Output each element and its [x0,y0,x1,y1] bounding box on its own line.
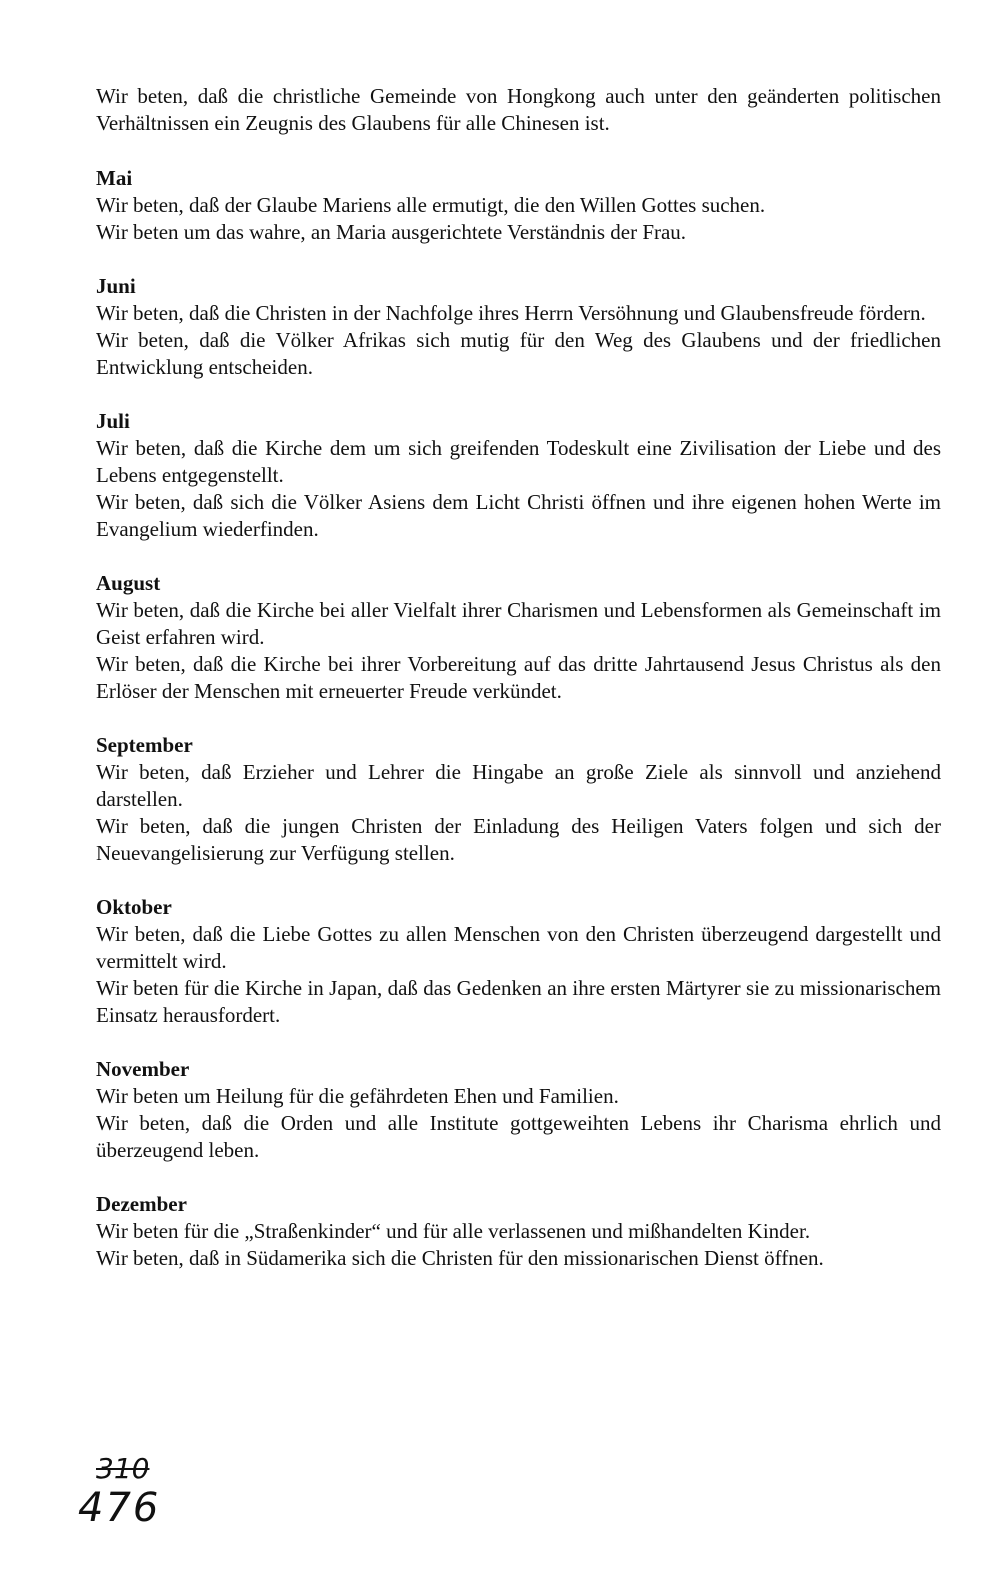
intention-paragraph: Wir beten für die Kirche in Japan, daß das Gedenken an ihre ersten Märtyrer sie zu missionarischem Einsatz herausfordert. [96,976,941,1027]
month-section-september [96,732,941,867]
intention-paragraph: Wir beten, daß die Kirche bei ihrer Vorbereitung auf das dritte Jahrtausend Jesus Christus als den Erlöser der Menschen mit erneuerter Freude verkündet. [96,652,941,703]
intention-paragraph: Wir beten, daß die Orden und alle Institute gottgeweihten Lebens ihr Charisma ehrlich und überzeugend leben. [96,1111,941,1162]
month-title: September [96,733,193,757]
document-page [96,83,941,1299]
intention-paragraph: Wir beten, daß die Völker Afrikas sich mutig für den Weg des Glaubens und der friedlichen Entwicklung entscheiden. [96,328,941,379]
month-title: Juli [96,409,130,433]
new-page-number: 476 [78,1485,161,1531]
handwritten-page-numbers [78,1453,160,1531]
month-title: Mai [96,166,133,190]
intention-paragraph: Wir beten, daß die Kirche bei aller Vielfalt ihrer Charismen und Lebensformen als Gemeinschaft im Geist erfahren wird. [96,598,941,649]
month-section-juni [96,273,941,381]
intro-paragraph: Wir beten, daß die christliche Gemeinde von Hongkong auch unter den geänderten politischen Verhältnissen ein Zeugnis des Glaubens für alle Chinesen ist. [96,84,941,135]
month-title: November [96,1057,190,1081]
month-title: August [96,571,161,595]
intention-paragraph: Wir beten für die „Straßenkinder“ und für alle verlassenen und mißhandelten Kinder. [96,1219,811,1243]
month-section-dezember [96,1191,941,1272]
intention-paragraph: Wir beten um das wahre, an Maria ausgerichtete Verständnis der Frau. [96,220,687,244]
month-section-oktober [96,894,941,1029]
month-section-mai [96,165,941,246]
intention-paragraph: Wir beten um Heilung für die gefährdeten Ehen und Familien. [96,1084,619,1108]
intention-paragraph: Wir beten, daß die Christen in der Nachfolge ihres Herrn Versöhnung und Glaubensfreude fördern. [96,301,926,325]
month-title: Juni [96,274,136,298]
intention-paragraph: Wir beten, daß die Kirche dem um sich greifenden Todeskult eine Zivilisation der Liebe und des Lebens entgegenstellt. [96,436,941,487]
month-section-august [96,570,941,705]
intention-paragraph: Wir beten, daß sich die Völker Asiens dem Licht Christi öffnen und ihre eigenen hohen Werte im Evangelium wiederfinden. [96,490,941,541]
intention-paragraph: Wir beten, daß der Glaube Mariens alle ermutigt, die den Willen Gottes suchen. [96,193,766,217]
old-page-number: 310 [96,1452,150,1485]
intention-paragraph: Wir beten, daß Erzieher und Lehrer die Hingabe an große Ziele als sinnvoll und anziehend darstellen. [96,760,941,811]
month-section-juli [96,408,941,543]
intention-paragraph: Wir beten, daß die jungen Christen der Einladung des Heiligen Vaters folgen und sich der Neuevangelisierung zur Verfügung stellen. [96,814,941,865]
month-section-november [96,1056,941,1164]
month-title: Oktober [96,895,172,919]
month-title: Dezember [96,1192,187,1216]
intention-paragraph: Wir beten, daß in Südamerika sich die Christen für den missionarischen Dienst öffnen. [96,1246,824,1270]
intention-paragraph: Wir beten, daß die Liebe Gottes zu allen Menschen von den Christen überzeugend dargestellt und vermittelt wird. [96,922,941,973]
